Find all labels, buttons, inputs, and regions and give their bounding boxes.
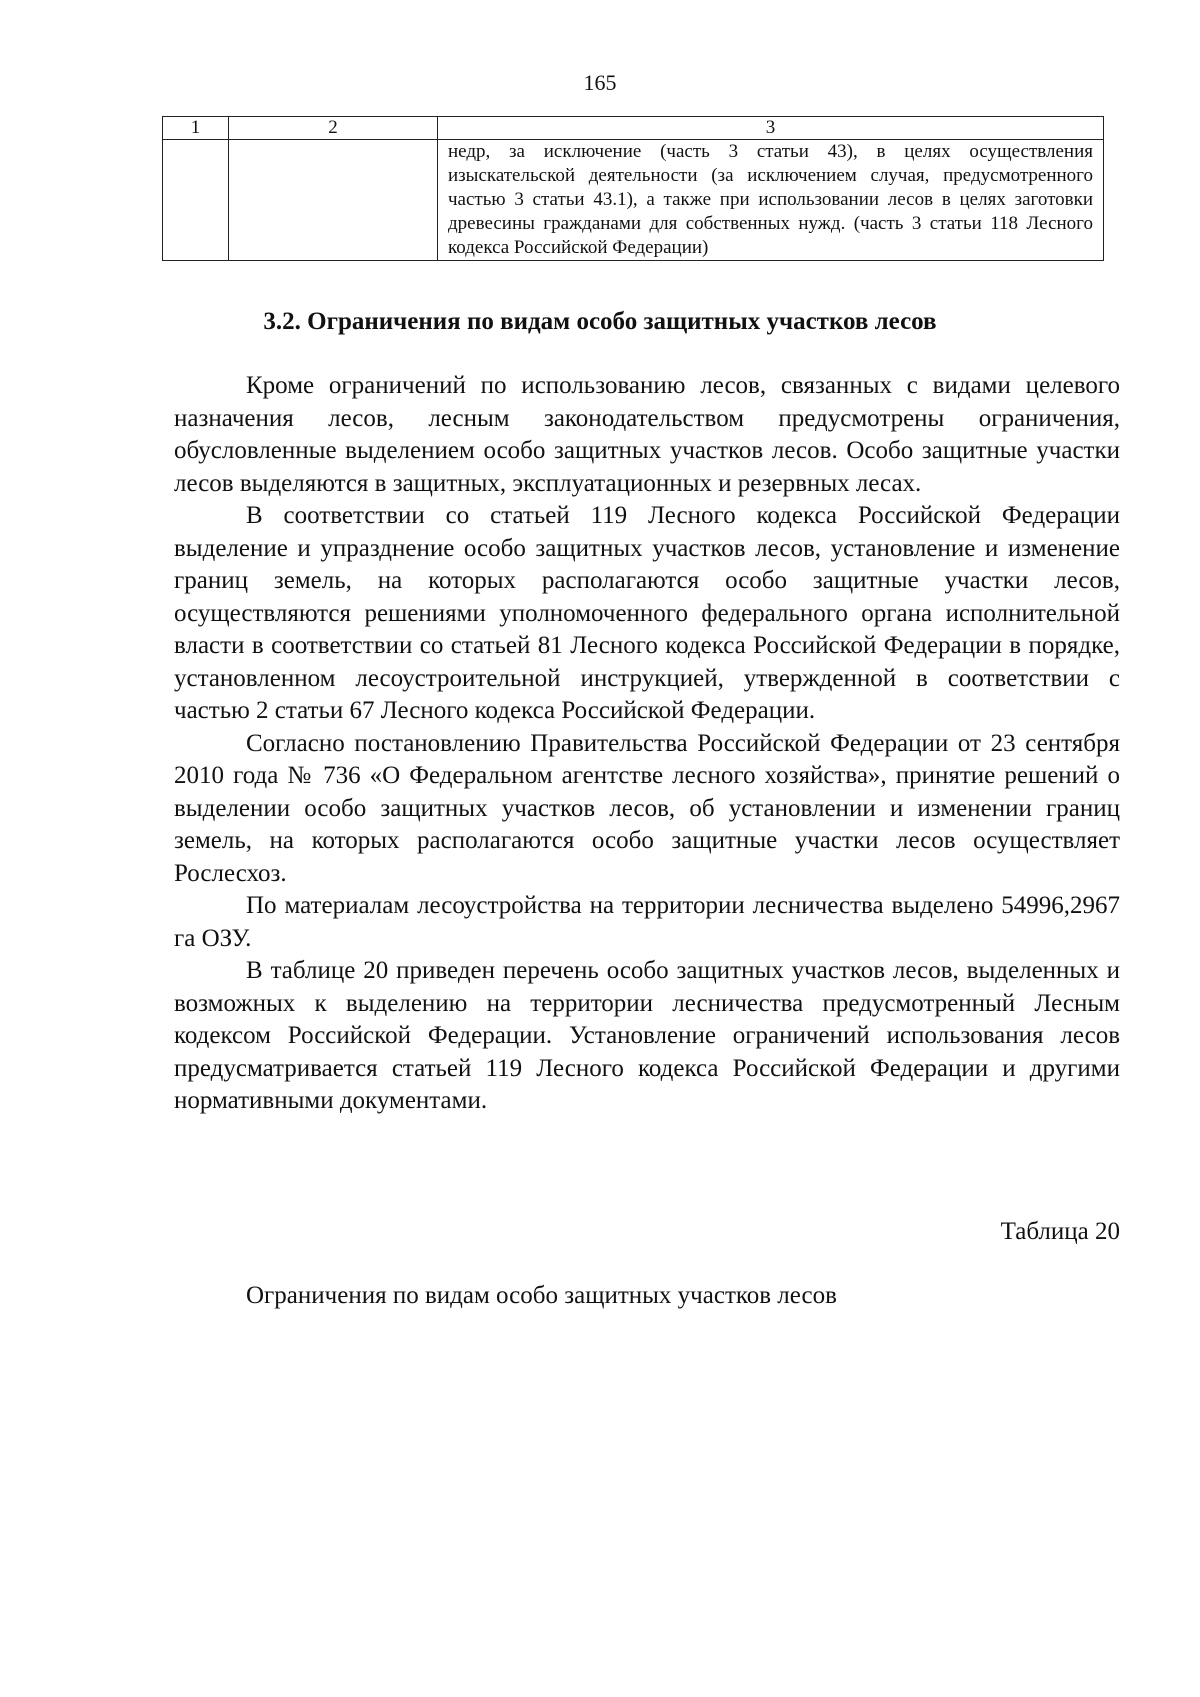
table-header-cell: 3 — [438, 117, 1104, 140]
paragraph: Согласно постановлению Правительства Российской Федерации от 23 сентября 2010 года № 736 «О Федеральном агентстве лесного хозяйства», принятие решений о выделении особо защитных участков лесов, об установлении и изменении границ земель, на которых располагаются особо защитные участки лесов осуществляет Рослесхоз. — [174, 729, 1120, 887]
table-caption: Ограничения по видам особо защитных участков лесов — [246, 1282, 837, 1309]
body-text — [174, 370, 1120, 1118]
table-header-cell: 1 — [163, 117, 229, 140]
continued-table — [162, 116, 1104, 261]
table-row — [163, 140, 1104, 261]
table-cell — [229, 140, 438, 261]
table-cell: недр, за исключение (часть 3 статьи 43), в целях осуществления изыскательской деятельности (за исключением случая, предусмотренного частью 3 статьи 43.1), а также при использовании лесов в целях заготовки древесины гражданами для собственных нужд. (часть 3 статьи 118 Лесного кодекса Российской Федерации) — [438, 140, 1104, 261]
table-number-label: Таблица 20 — [1000, 1218, 1120, 1245]
section-heading: 3.2. Ограничения по видам особо защитных участков лесов — [263, 308, 937, 335]
paragraph: По материалам лесоустройства на территории лесничества выделено 54996,2967 га ОЗУ. — [174, 892, 1120, 952]
table-cell — [163, 140, 229, 261]
paragraph: В таблице 20 приведен перечень особо защитных участков лесов, выделенных и возможных к выделению на территории лесничества предусмотренный Лесным кодексом Российской Федерации. Установление ограничений использования лесов предусматривается статьей 119 Лесного кодекса Российской Федерации и другими нормативными документами. — [174, 957, 1120, 1114]
page-number: 165 — [583, 70, 617, 95]
paragraph: В соответствии со статьей 119 Лесного кодекса Российской Федерации выделение и упразднение особо защитных участков лесов, установление и изменение границ земель, на которых располагаются особо защитные участки лесов, осуществляются решениями уполномоченного федерального органа исполнительной власти в соответствии со статьей 81 Лесного кодекса Российской Федерации в порядке, установленном лесоустроительной инструкцией, утвержденной в соответствии с частью 2 статьи 67 Лесного кодекса Российской Федерации. — [174, 502, 1120, 724]
table-header-cell: 2 — [229, 117, 438, 140]
paragraph: Кроме ограничений по использованию лесов, связанных с видами целевого назначения лесов, лесным законодательством предусмотрены ограничения, обусловленные выделением особо защитных участков лесов. Особо защитные участки лесов выделяются в защитных, эксплуатационных и резервных лесах. — [174, 372, 1120, 497]
table-header-row — [163, 117, 1104, 140]
